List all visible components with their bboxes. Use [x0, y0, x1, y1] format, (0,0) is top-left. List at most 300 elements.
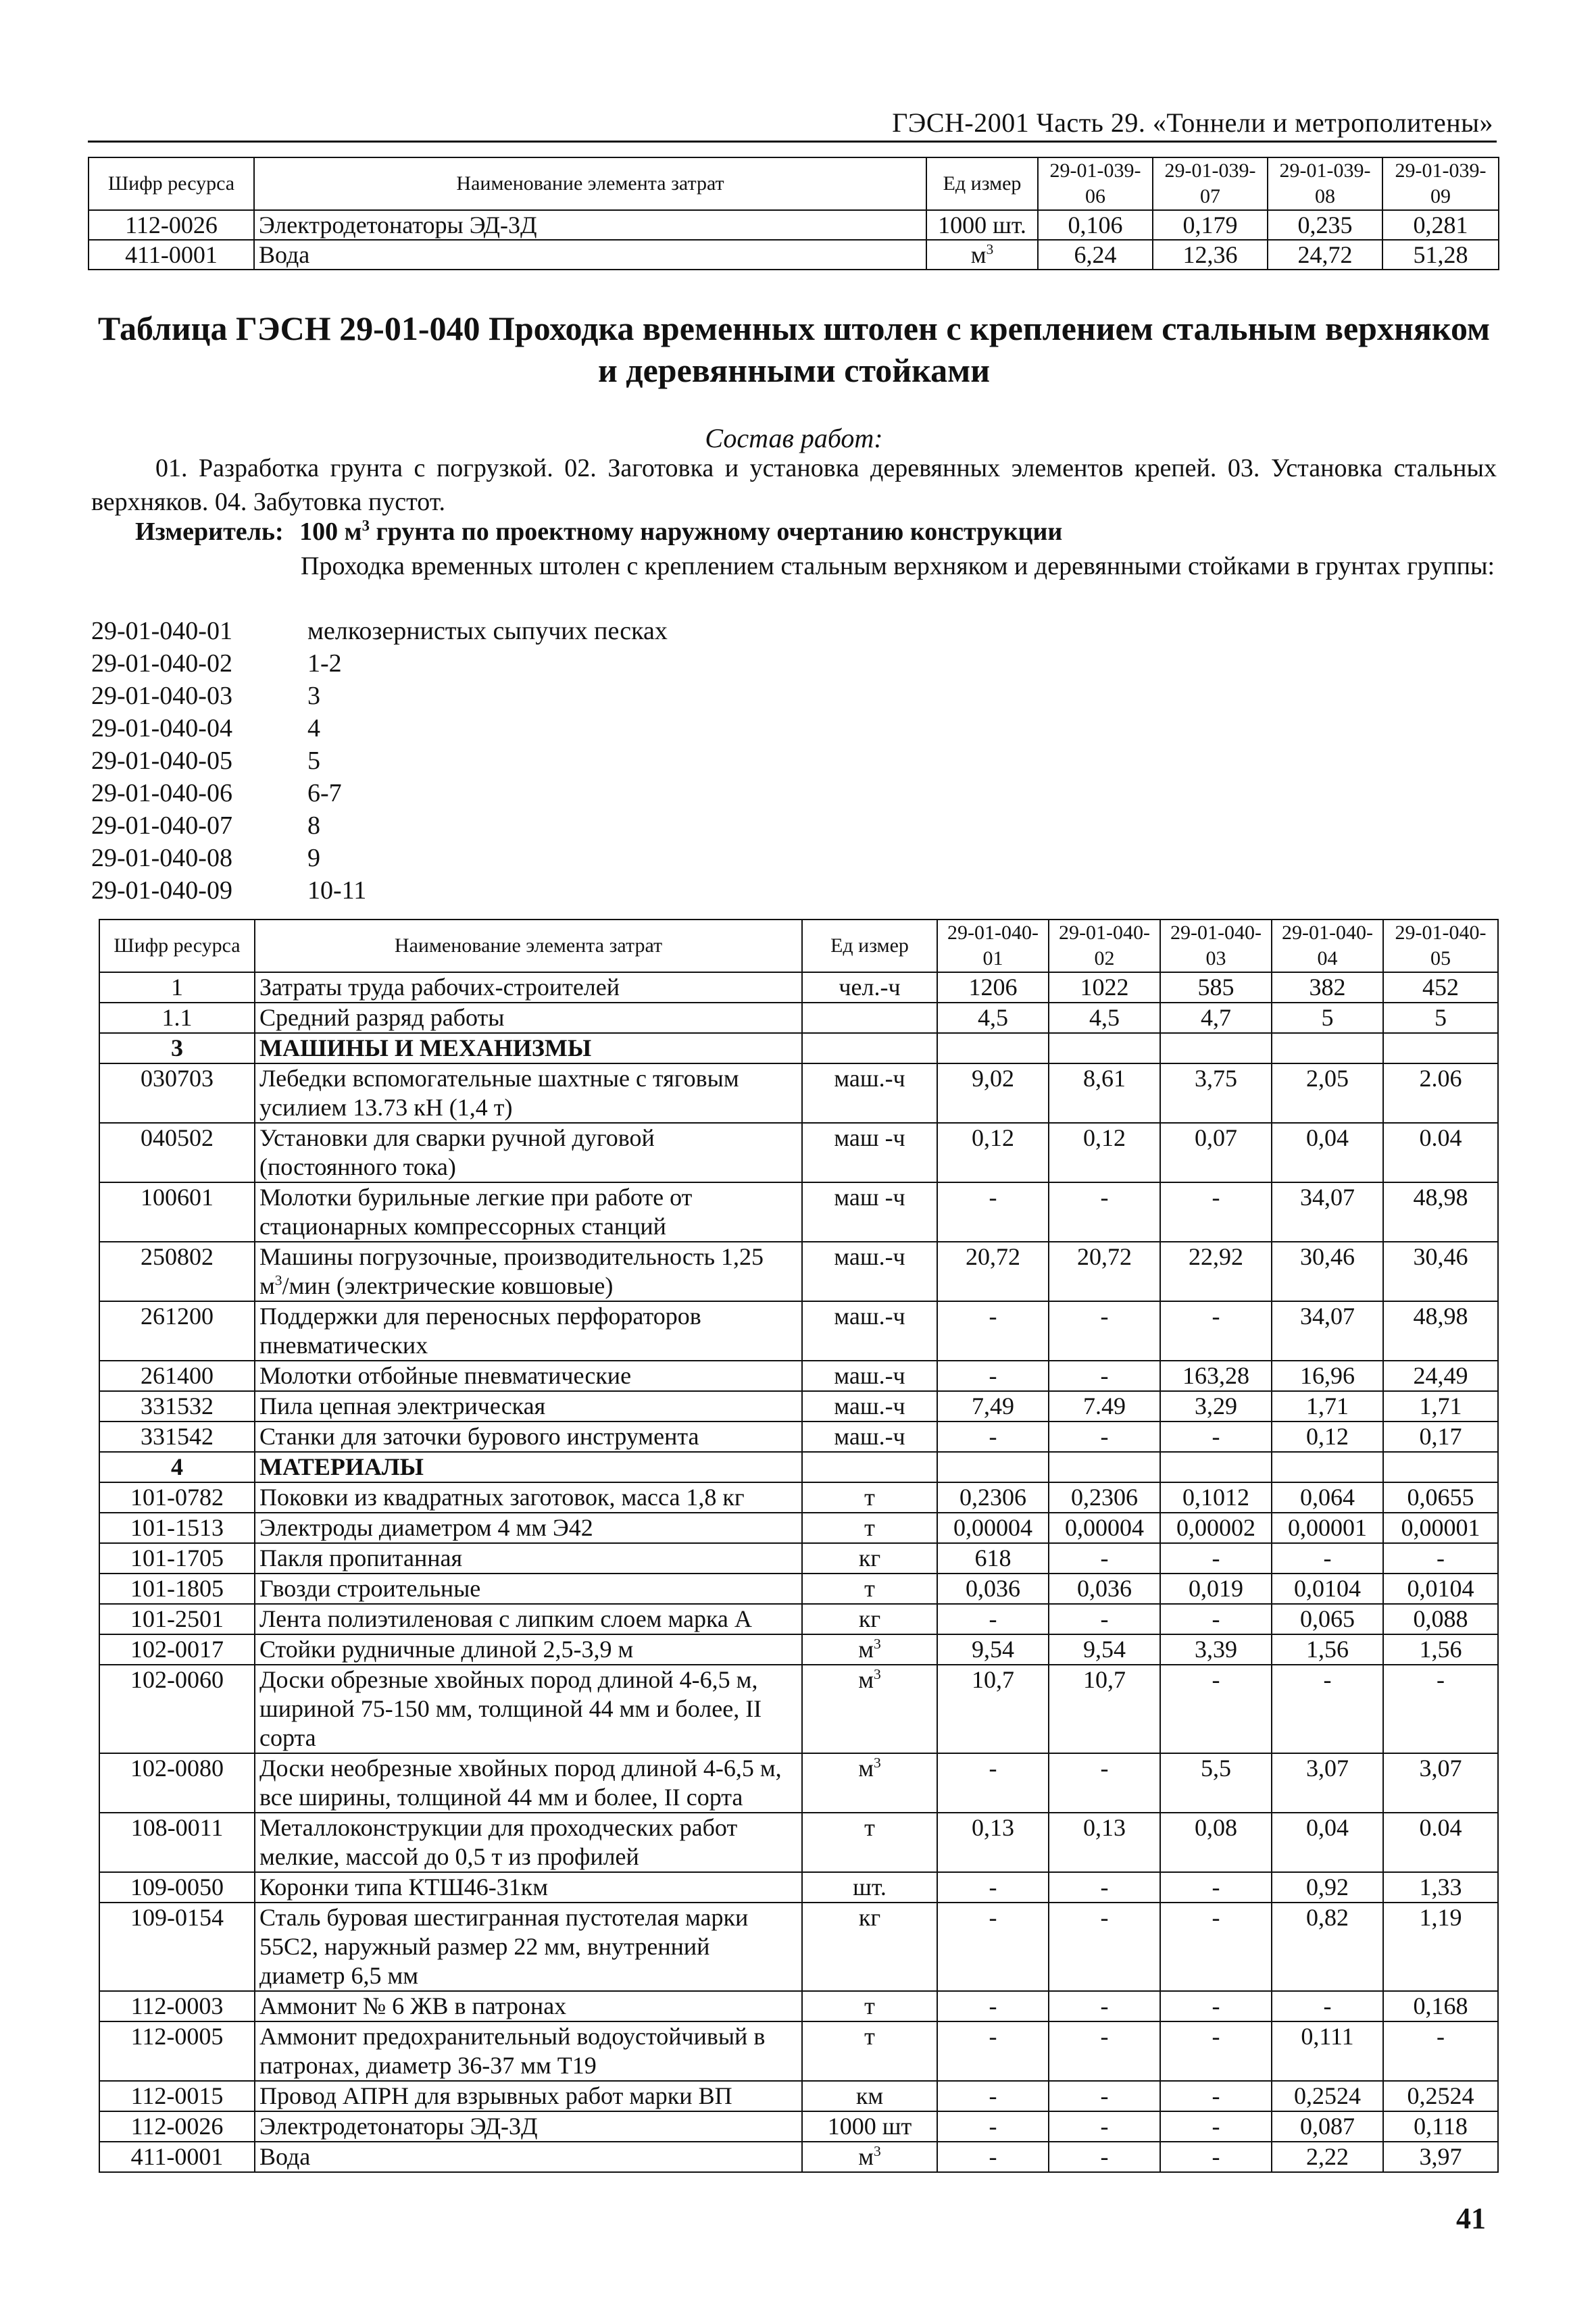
table-row [99, 1543, 1498, 1574]
resource-value: 585 [1160, 972, 1272, 1003]
table-row [99, 2111, 1498, 2142]
resource-value: 3,97 [1383, 2142, 1498, 2172]
table-row [99, 1391, 1498, 1422]
resource-code: 102-0080 [99, 1753, 255, 1813]
resource-value: 0,036 [937, 1574, 1049, 1604]
table-row [99, 2081, 1498, 2111]
resource-code: 102-0060 [99, 1665, 255, 1753]
column-header: Наименование элемента затрат [254, 157, 926, 210]
resource-value: 0,019 [1160, 1574, 1272, 1604]
resource-unit: $м^3$ [926, 240, 1038, 270]
resource-value: - [1049, 1361, 1160, 1391]
resource-value: 1,19 [1383, 1903, 1498, 1991]
column-header: 29-01-039-08 [1268, 157, 1382, 210]
column-header: Ед измер [926, 157, 1038, 210]
resource-name: МАШИНЫ И МЕХАНИЗМЫ [255, 1033, 802, 1063]
resource-value: - [1160, 1543, 1272, 1574]
resource-value: 0,0104 [1383, 1574, 1498, 1604]
resource-value: 0,179 [1153, 210, 1268, 240]
resource-value: - [1272, 1991, 1383, 2021]
resource-unit: 1000 шт. [926, 210, 1038, 240]
resource-value: 0,04 [1272, 1123, 1383, 1182]
resource-value: - [1383, 1543, 1498, 1574]
resource-value: - [937, 1182, 1049, 1242]
resource-value: 1,71 [1272, 1391, 1383, 1422]
table-row [99, 1242, 1498, 1301]
resource-value: 7,49 [937, 1391, 1049, 1422]
header-rule [88, 141, 1497, 143]
resource-value: 3,29 [1160, 1391, 1272, 1422]
resource-unit: т [802, 2021, 937, 2081]
resource-value: 1,56 [1272, 1634, 1383, 1665]
resource-value: 0,00004 [1049, 1513, 1160, 1543]
resource-name: Средний разряд работы [255, 1003, 802, 1033]
composition-text: 01. Разработка грунта с погрузкой. 02. Заготовка и установка деревянных элементов крепей. 03. Установка стальных верхняков. 04. Забутовка пустот. [91, 454, 1497, 516]
resource-value: 0,2306 [937, 1482, 1049, 1513]
resource-value: 0,036 [1049, 1574, 1160, 1604]
resource-value: 618 [937, 1543, 1049, 1574]
resource-name: Доски обрезные хвойных пород длиной 4-6,5 м, шириной 75-150 мм, толщиной 44 мм и более, II сорта [255, 1665, 802, 1753]
resource-code: 108-0011 [99, 1813, 255, 1872]
resource-value: 4,5 [937, 1003, 1049, 1033]
resource-value: - [1160, 1182, 1272, 1242]
resource-code: 1.1 [99, 1003, 255, 1033]
resource-value: 1022 [1049, 972, 1160, 1003]
resource-unit: км [802, 2081, 937, 2111]
table-row [99, 2021, 1498, 2081]
column-header: 29-01-040-03 [1160, 920, 1272, 972]
resource-value: 0,07 [1160, 1123, 1272, 1182]
resource-value: - [1049, 1872, 1160, 1903]
resource-value: - [1049, 2111, 1160, 2142]
resource-value: 9,54 [937, 1634, 1049, 1665]
column-header: Шифр ресурса [99, 920, 255, 972]
resource-code: 040502 [99, 1123, 255, 1182]
resource-name: Сталь буровая шестигранная пустотелая марки 55С2, наружный размер 22 мм, внутренний диаметр 6,5 мм [255, 1903, 802, 1991]
resource-value [1160, 1033, 1272, 1063]
resource-value: 12,36 [1153, 240, 1268, 270]
resource-name: Доски необрезные хвойных пород длиной 4-6,5 м, все ширины, толщиной 44 мм и более, II сорта [255, 1753, 802, 1813]
resource-value: 0,168 [1383, 1991, 1498, 2021]
resource-value: 0,00002 [1160, 1513, 1272, 1543]
table-row [99, 1482, 1498, 1513]
variant-code: 29-01-040-06 [91, 779, 232, 807]
resource-value: 1,33 [1383, 1872, 1498, 1903]
resource-value: 0,088 [1383, 1604, 1498, 1634]
resource-code: 112-0015 [99, 2081, 255, 2111]
resource-name: Пила цепная электрическая [255, 1391, 802, 1422]
intro-text: Проходка временных штолен с креплением стальным верхняком и деревянными стойками в грунтах группы: [301, 552, 1495, 580]
resource-value: - [1160, 2021, 1272, 2081]
table-row [99, 2142, 1498, 2172]
resource-code: 261200 [99, 1301, 255, 1361]
resource-unit: маш -ч [802, 1182, 937, 1242]
resource-unit: $м^3$ [802, 2142, 937, 2172]
resource-value: 0,00001 [1272, 1513, 1383, 1543]
resource-value: 1206 [937, 972, 1049, 1003]
table-row [99, 1452, 1498, 1482]
resource-value: - [937, 1903, 1049, 1991]
resource-name: МАТЕРИАЛЫ [255, 1452, 802, 1482]
resource-value: 0,111 [1272, 2021, 1383, 2081]
resource-code: 3 [99, 1033, 255, 1063]
resource-table-main [99, 919, 1499, 2173]
resource-value: 20,72 [937, 1242, 1049, 1301]
resource-name: Гвозди строительные [255, 1574, 802, 1604]
resource-value: 0,0655 [1383, 1482, 1498, 1513]
table-row [99, 1033, 1498, 1063]
table-row [99, 972, 1498, 1003]
resource-name: Лента полиэтиленовая с липким слоем марка А [255, 1604, 802, 1634]
resource-value [1272, 1452, 1383, 1482]
resource-code: 112-0005 [99, 2021, 255, 2081]
column-header: 29-01-039-09 [1382, 157, 1499, 210]
resource-value: 0,087 [1272, 2111, 1383, 2142]
resource-value: 24,49 [1383, 1361, 1498, 1391]
resource-table-top [88, 157, 1499, 270]
resource-code: 109-0154 [99, 1903, 255, 1991]
column-header: 29-01-039-06 [1038, 157, 1153, 210]
table-row [99, 1991, 1498, 2021]
resource-unit: т [802, 1482, 937, 1513]
resource-value: 10,7 [937, 1665, 1049, 1753]
resource-unit: $м^3$ [802, 1634, 937, 1665]
resource-name: Стойки рудничные длиной 2,5-3,9 м [255, 1634, 802, 1665]
variant-description: 6-7 [307, 779, 342, 807]
variant-item [91, 874, 1105, 907]
resource-name: Аммонит № 6 ЖВ в патронах [255, 1991, 802, 2021]
table-row [99, 1063, 1498, 1123]
resource-value: - [937, 2111, 1049, 2142]
variant-code: 29-01-040-03 [91, 682, 232, 710]
resource-value: - [937, 1361, 1049, 1391]
table-row [99, 1872, 1498, 1903]
resource-unit: кг [802, 1604, 937, 1634]
resource-value: 0,00001 [1383, 1513, 1498, 1543]
resource-unit: т [802, 1813, 937, 1872]
resource-name: Машины погрузочные, производительность 1,25 $м^3$/мин (электрические ковшовые) [255, 1242, 802, 1301]
table-row [99, 1301, 1498, 1361]
variant-description: 1-2 [307, 649, 342, 678]
resource-code: 112-0003 [99, 1991, 255, 2021]
resource-code: 102-0017 [99, 1634, 255, 1665]
variant-code: 29-01-040-02 [91, 649, 232, 678]
resource-value: 0,12 [1272, 1422, 1383, 1452]
resource-value: 163,28 [1160, 1361, 1272, 1391]
resource-value: 2.06 [1383, 1063, 1498, 1123]
resource-code: 101-1513 [99, 1513, 255, 1543]
resource-value: 3,07 [1272, 1753, 1383, 1813]
variant-code: 29-01-040-04 [91, 714, 232, 743]
resource-value: 0,065 [1272, 1604, 1383, 1634]
resource-value: 452 [1383, 972, 1498, 1003]
resource-value: - [1383, 1665, 1498, 1753]
resource-name: Молотки отбойные пневматические [255, 1361, 802, 1391]
resource-value: 0,235 [1268, 210, 1382, 240]
resource-value: - [1049, 1182, 1160, 1242]
resource-value [1049, 1033, 1160, 1063]
resource-unit: 1000 шт [802, 2111, 937, 2142]
resource-code: 100601 [99, 1182, 255, 1242]
resource-value: 1,71 [1383, 1391, 1498, 1422]
table-title: Таблица ГЭСН 29-01-040 Проходка временных штолен с креплением стальным верхняком и деревянными стойками [97, 309, 1491, 389]
resource-value: - [1049, 2021, 1160, 2081]
resource-value: - [937, 1991, 1049, 2021]
variant-item [91, 680, 1105, 712]
resource-value: 24,72 [1268, 240, 1382, 270]
resource-value: 3,75 [1160, 1063, 1272, 1123]
resource-unit: кг [802, 1903, 937, 1991]
resource-name: Коронки типа КТШ46-31км [255, 1872, 802, 1903]
resource-value: 1,56 [1383, 1634, 1498, 1665]
resource-value: - [937, 1753, 1049, 1813]
resource-value: 0,1012 [1160, 1482, 1272, 1513]
resource-value: 20,72 [1049, 1242, 1160, 1301]
resource-value: 0.04 [1383, 1813, 1498, 1872]
resource-value: 0,13 [1049, 1813, 1160, 1872]
resource-code: 1 [99, 972, 255, 1003]
meter-label: Измеритель: [135, 518, 284, 546]
resource-value: 0.04 [1383, 1123, 1498, 1182]
resource-name: Станки для заточки бурового инструмента [255, 1422, 802, 1452]
variant-description: 10-11 [307, 876, 367, 905]
column-header: 29-01-040-01 [937, 920, 1049, 972]
resource-value: - [1160, 1604, 1272, 1634]
variant-item [91, 777, 1105, 809]
column-header: Наименование элемента затрат [255, 920, 802, 972]
resource-value: 5 [1383, 1003, 1498, 1033]
resource-value: - [1160, 1872, 1272, 1903]
resource-code: 331532 [99, 1391, 255, 1422]
table-row [99, 1753, 1498, 1813]
resource-value: - [937, 1604, 1049, 1634]
resource-value: - [1160, 2142, 1272, 2172]
resource-name: Электродетонаторы ЭД-3Д [255, 2111, 802, 2142]
column-header: 29-01-040-04 [1272, 920, 1383, 972]
resource-value [1049, 1452, 1160, 1482]
variant-code: 29-01-040-07 [91, 811, 232, 840]
resource-value [1272, 1033, 1383, 1063]
resource-name: Вода [255, 2142, 802, 2172]
resource-code: 411-0001 [89, 240, 254, 270]
resource-unit: кг [802, 1543, 937, 1574]
variant-item [91, 615, 1105, 647]
resource-value: 0,118 [1383, 2111, 1498, 2142]
resource-value: - [1160, 1991, 1272, 2021]
resource-value: - [1049, 2081, 1160, 2111]
resource-value [1383, 1452, 1498, 1482]
resource-code: 101-2501 [99, 1604, 255, 1634]
resource-value: 30,46 [1383, 1242, 1498, 1301]
variant-description: мелкозернистых сыпучих песках [307, 617, 668, 645]
resource-value: 0,2524 [1272, 2081, 1383, 2111]
resource-name: Затраты труда рабочих-строителей [255, 972, 802, 1003]
resource-name: Поддержки для переносных перфораторов пневматических [255, 1301, 802, 1361]
resource-code: 250802 [99, 1242, 255, 1301]
resource-value: 34,07 [1272, 1182, 1383, 1242]
resource-unit [802, 1003, 937, 1033]
resource-value: 0,106 [1038, 210, 1153, 240]
resource-unit [802, 1452, 937, 1482]
resource-value: 0,12 [1049, 1123, 1160, 1182]
resource-value: - [1160, 1903, 1272, 1991]
resource-value: 0,12 [937, 1123, 1049, 1182]
resource-unit: т [802, 1991, 937, 2021]
resource-value: 9,02 [937, 1063, 1049, 1123]
resource-value: - [937, 1872, 1049, 1903]
variant-item [91, 842, 1105, 874]
resource-code: 030703 [99, 1063, 255, 1123]
resource-value: 51,28 [1382, 240, 1499, 270]
resource-unit: $м^3$ [802, 1665, 937, 1753]
resource-code: 112-0026 [99, 2111, 255, 2142]
resource-unit [802, 1033, 937, 1063]
resource-value: - [937, 2081, 1049, 2111]
meter-line [135, 517, 1493, 547]
resource-value: - [1049, 2142, 1160, 2172]
resource-code: 411-0001 [99, 2142, 255, 2172]
resource-unit: маш.-ч [802, 1361, 937, 1391]
resource-value: - [1160, 1665, 1272, 1753]
resource-value: - [937, 1422, 1049, 1452]
table-row [99, 1513, 1498, 1543]
resource-name: Электроды диаметром 4 мм Э42 [255, 1513, 802, 1543]
resource-code: 261400 [99, 1361, 255, 1391]
resource-value: 0,82 [1272, 1903, 1383, 1991]
resource-code: 331542 [99, 1422, 255, 1452]
resource-value: 0,92 [1272, 1872, 1383, 1903]
variant-item [91, 745, 1105, 777]
resource-value: - [1160, 1422, 1272, 1452]
resource-value: 0,2306 [1049, 1482, 1160, 1513]
table-row [99, 1422, 1498, 1452]
resource-name: Металлоконструкции для проходческих работ мелкие, массой до 0,5 т из профилей [255, 1813, 802, 1872]
resource-value: - [937, 2021, 1049, 2081]
table-row [99, 1182, 1498, 1242]
composition-heading: Состав работ: [705, 423, 883, 453]
resource-value: 34,07 [1272, 1301, 1383, 1361]
resource-value: 0,2524 [1383, 2081, 1498, 2111]
resource-value: 48,98 [1383, 1182, 1498, 1242]
variant-item [91, 712, 1105, 745]
resource-value: - [1049, 1301, 1160, 1361]
resource-name: Пакля пропитанная [255, 1543, 802, 1574]
variant-code: 29-01-040-09 [91, 876, 232, 905]
resource-value: 4,7 [1160, 1003, 1272, 1033]
variant-description: 5 [307, 747, 320, 775]
resource-code: 112-0026 [89, 210, 254, 240]
resource-value: 0,00004 [937, 1513, 1049, 1543]
resource-value: 22,92 [1160, 1242, 1272, 1301]
resource-value [1383, 1033, 1498, 1063]
resource-value: 2,05 [1272, 1063, 1383, 1123]
resource-unit: маш.-ч [802, 1063, 937, 1123]
resource-value: 0,08 [1160, 1813, 1272, 1872]
variant-description: 8 [307, 811, 320, 840]
table-row [89, 210, 1499, 240]
resource-unit: маш.-ч [802, 1242, 937, 1301]
resource-code: 101-1805 [99, 1574, 255, 1604]
resource-unit: чел.-ч [802, 972, 937, 1003]
variant-description: 9 [307, 844, 320, 872]
table-row [99, 1361, 1498, 1391]
resource-value: 16,96 [1272, 1361, 1383, 1391]
column-header: Ед измер [802, 920, 937, 972]
resource-value: - [1160, 1301, 1272, 1361]
resource-value: - [1049, 1903, 1160, 1991]
resource-value: 10,7 [1049, 1665, 1160, 1753]
resource-value: 382 [1272, 972, 1383, 1003]
table-row [99, 1604, 1498, 1634]
resource-name: Установки для сварки ручной дуговой (постоянного тока) [255, 1123, 802, 1182]
resource-unit: $м^3$ [802, 1753, 937, 1813]
resource-code: 4 [99, 1452, 255, 1482]
resource-code: 109-0050 [99, 1872, 255, 1903]
resource-name: Поковки из квадратных заготовок, масса 1,8 кг [255, 1482, 802, 1513]
resource-value: 0,04 [1272, 1813, 1383, 1872]
resource-value: - [1160, 2111, 1272, 2142]
variant-code: 29-01-040-01 [91, 617, 232, 645]
resource-value: - [1049, 1604, 1160, 1634]
table-row [99, 1634, 1498, 1665]
table-row [99, 1574, 1498, 1604]
resource-value: 9,54 [1049, 1634, 1160, 1665]
meter-value: 100 $м^3$ грунта по проектному наружному очертанию конструкции [299, 517, 1063, 546]
resource-name: Лебедки вспомогательные шахтные с тяговым усилием 13.73 кН (1,4 т) [255, 1063, 802, 1123]
resource-unit: т [802, 1513, 937, 1543]
resource-unit: маш.-ч [802, 1422, 937, 1452]
resource-value: 0,281 [1382, 210, 1499, 240]
table-row [89, 240, 1499, 270]
variant-item [91, 809, 1105, 842]
resource-value [937, 1452, 1049, 1482]
resource-value: 7.49 [1049, 1391, 1160, 1422]
variant-list [91, 615, 1105, 907]
resource-value: - [1049, 1753, 1160, 1813]
resource-value: 0,17 [1383, 1422, 1498, 1452]
variant-code: 29-01-040-08 [91, 844, 232, 872]
resource-value: 4,5 [1049, 1003, 1160, 1033]
resource-value: - [1272, 1665, 1383, 1753]
resource-value: - [1049, 1991, 1160, 2021]
resource-value: - [937, 2142, 1049, 2172]
table-row [99, 1665, 1498, 1753]
resource-value: 30,46 [1272, 1242, 1383, 1301]
variant-description: 4 [307, 714, 320, 743]
resource-value: 5,5 [1160, 1753, 1272, 1813]
variant-description: 3 [307, 682, 320, 710]
resource-value: 0,13 [937, 1813, 1049, 1872]
resource-unit: маш -ч [802, 1123, 937, 1182]
resource-name: Электродетонаторы ЭД-3Д [254, 210, 926, 240]
resource-value: 6,24 [1038, 240, 1153, 270]
resource-name: Аммонит предохранительный водоустойчивый в патронах, диаметр 36-37 мм Т19 [255, 2021, 802, 2081]
resource-unit: маш.-ч [802, 1301, 937, 1361]
column-header: 29-01-039-07 [1153, 157, 1268, 210]
variant-code: 29-01-040-05 [91, 747, 232, 775]
resource-value: - [1049, 1543, 1160, 1574]
resource-name: Провод АПРН для взрывных работ марки ВП [255, 2081, 802, 2111]
resource-value: 0,064 [1272, 1482, 1383, 1513]
page-number: 41 [1456, 2202, 1486, 2235]
resource-value: - [1160, 2081, 1272, 2111]
running-header: ГЭСН-2001 Часть 29. «Тоннели и метрополитены» [892, 107, 1493, 138]
resource-value: 8,61 [1049, 1063, 1160, 1123]
resource-value: 48,98 [1383, 1301, 1498, 1361]
table-row [99, 1903, 1498, 1991]
column-header: Шифр ресурса [89, 157, 254, 210]
resource-name: Вода [254, 240, 926, 270]
